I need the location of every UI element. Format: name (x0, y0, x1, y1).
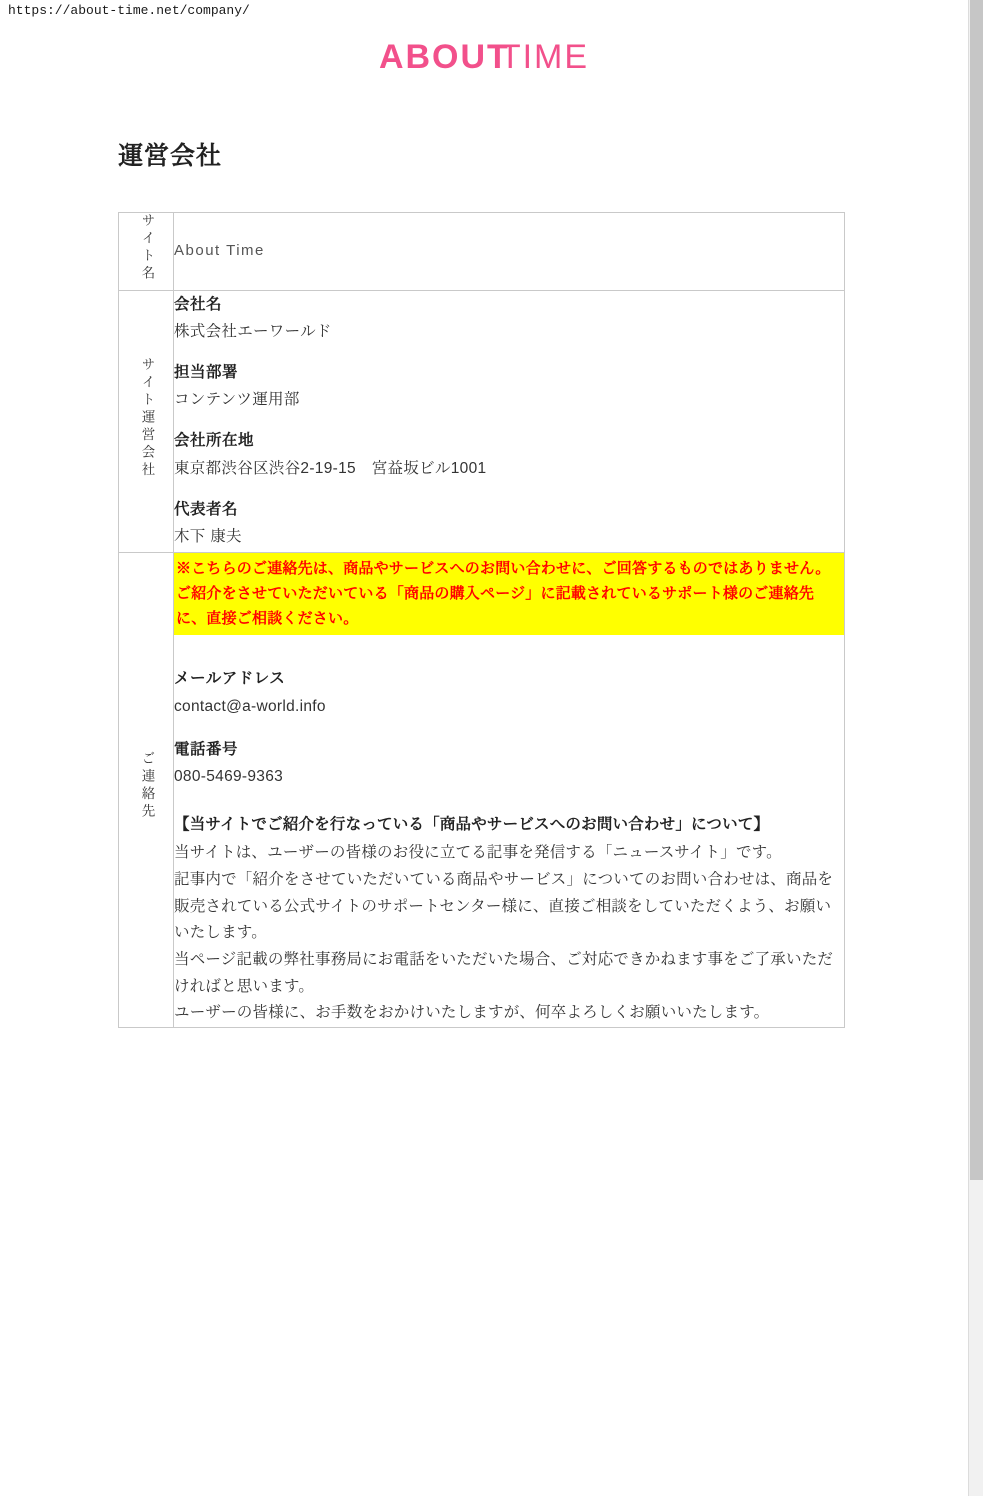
inquiry-paragraph-3: 当ページ記載の弊社事務局にお電話をいただいた場合、ご対応できかねます事をご了承いただければと思います。 (174, 950, 834, 995)
url-text: https://about-time.net/company/ (8, 3, 250, 18)
inquiry-section-heading: 【当サイトでご紹介を行なっている「商品やサービスへのお問い合わせ」について】 (174, 815, 770, 833)
field-value-address: 東京都渋谷区渋谷2-19-15 宮益坂ビル1001 (174, 459, 487, 477)
notice-line-1: ※こちらのご連絡先は、商品やサービスへのお問い合わせに、ご回答するものではありません。 (176, 559, 831, 577)
table-row (119, 552, 845, 1027)
scrollbar-thumb[interactable] (970, 0, 983, 1180)
site-logo[interactable] (0, 22, 968, 84)
field-value-company-name: 株式会社エーワールド (174, 323, 332, 341)
field-label-phone: 電話番号 (174, 740, 239, 758)
field-value-department: コンテンツ運用部 (174, 391, 300, 409)
field-value-phone[interactable]: 080-5469-9363 (174, 767, 284, 785)
logo-text (379, 40, 589, 74)
field-label-representative: 代表者名 (174, 500, 239, 518)
table-row (119, 213, 845, 291)
row-value-contact (174, 552, 845, 1027)
field-value-representative: 木下 康夫 (174, 527, 242, 545)
page-content (0, 22, 968, 1496)
field-value-email[interactable]: contact@a-world.info (174, 697, 326, 715)
row-value-operating-company (174, 290, 845, 552)
row-label-operating-company: サイト運営会社 (119, 290, 174, 552)
company-info-table (118, 212, 845, 1028)
row-label-site-name: サイト名 (119, 213, 174, 291)
inquiry-paragraph-4: ユーザーの皆様に、お手数をおかけいたしますが、何卒よろしくお願いいたします。 (174, 1004, 770, 1022)
site-name-value: About Time (174, 242, 265, 260)
inquiry-paragraph-1: 当サイトは、ユーザーの皆様のお役に立てる記事を発信する「ニュースサイト」です。 (174, 844, 782, 862)
field-label-company-name: 会社名 (174, 295, 223, 313)
field-label-address: 会社所在地 (174, 432, 255, 450)
logo-time-text: TIME (499, 38, 590, 76)
row-label-contact: ご連絡先 (119, 552, 174, 1027)
contact-details (174, 665, 844, 790)
browser-url-bar[interactable] (0, 0, 983, 22)
logo-about-text: ABOUT (378, 38, 510, 76)
table-row (119, 290, 845, 552)
row-value-site-name (174, 213, 845, 291)
field-label-email: メールアドレス (174, 670, 286, 688)
notice-line-2: ご紹介をさせていただいている「商品の購入ページ」に記載されているサポート様のご連絡先に、直接ご相談ください。 (176, 585, 815, 628)
field-label-department: 担当部署 (174, 364, 239, 382)
vertical-scrollbar[interactable] (968, 0, 983, 1496)
contact-notice-highlight (174, 553, 844, 636)
inquiry-paragraph-2: 記事内で「紹介をさせていただいている商品やサービス」についてのお問い合わせは、商品を販売されている公式サイトのサポートセンター様に、直接ご相談をしていただくよう、お願いいたします。 (174, 870, 834, 942)
page-title: 運営会社 (118, 142, 223, 170)
